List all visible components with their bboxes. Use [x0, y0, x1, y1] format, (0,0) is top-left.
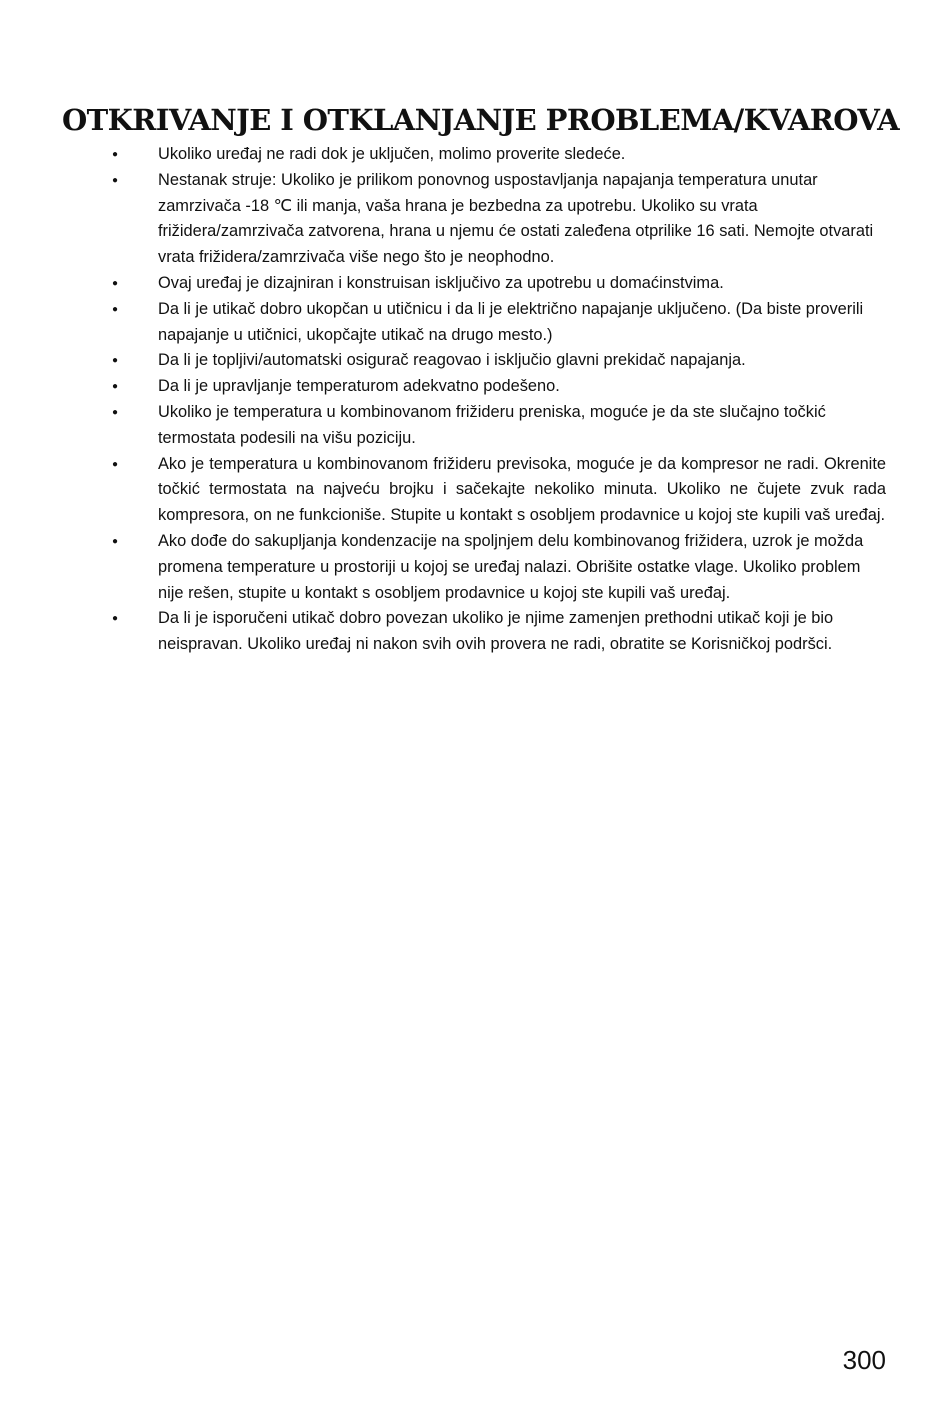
list-item-text: Ovaj uređaj je dizajniran i konstruisan isključivo za upotrebu u domaćinstvima.	[158, 273, 724, 292]
list-item	[0, 400, 950, 452]
bullet-icon: ●	[112, 613, 119, 625]
bullet-icon: ●	[112, 277, 119, 289]
bullet-icon: ●	[112, 381, 119, 393]
list-item-text: Ako dođe do sakupljanja kondenzacije na spoljnjem delu kombinovanog frižidera, uzrok je možda promena temperature u prostoriji u kojoj se uređaj nalazi. Obrišite ostatke vlage. Ukoliko problem nije rešen, stupite u kontakt s osobljem prodavnice u kojoj ste kupili vaš uređaj.	[158, 531, 864, 602]
list-item-text: Da li je topljivi/automatski osigurač reagovao i isključio glavni prekidač napajanja.	[158, 351, 746, 370]
list-item	[0, 374, 950, 400]
list-item	[0, 348, 950, 374]
list-item-text: Ukoliko je temperatura u kombinovanom frižideru preniska, moguće je da ste slučajno točkić termostata podesili na višu poziciju.	[158, 402, 826, 447]
troubleshooting-list	[0, 142, 950, 658]
list-item-text: Da li je upravljanje temperaturom adekvatno podešeno.	[158, 377, 560, 396]
list-item	[0, 606, 950, 658]
bullet-icon: ●	[112, 406, 119, 418]
list-item-text: Nestanak struje: Ukoliko je prilikom ponovnog uspostavljanja napajanja temperatura unutar zamrzivača -18 ℃ ili manja, vaša hrana je bezbedna za upotrebu. Ukoliko su vrata frižidera/zamrzivača zatvorena, hrana u njemu će ostati zaleđena otprilike 16 sati. Nemojte otvarati vrata frižidera/zamrzivača više nego što je neophodno.	[158, 170, 874, 267]
bullet-icon: ●	[112, 535, 119, 547]
page-title: OTKRIVANJE I OTKLANJANJE PROBLEMA/KVAROVA	[62, 103, 899, 137]
list-item	[0, 529, 950, 606]
list-item	[0, 142, 950, 168]
list-item	[0, 297, 950, 349]
list-item-text: Ako je temperatura u kombinovanom frižideru previsoka, moguće je da kompresor ne radi. Okrenite točkić termostata na najveću brojku i sačekajte nekoliko minuta. Ukoliko ne čujete zvuk rada kompresora, on ne funkcioniše. Stupite u kontakt s osobljem prodavnice u kojoj ste kupili vaš uređaj.	[158, 454, 886, 525]
list-item-text: Da li je utikač dobro ukopčan u utičnicu i da li je električno napajanje uključeno. (Da biste proverili napajanje u utičnici, ukopčajte utikač na drugo mesto.)	[158, 299, 864, 344]
list-item-text: Ukoliko uređaj ne radi dok je uključen, molimo proverite sledeće.	[158, 145, 626, 163]
page-number: 300	[842, 1345, 886, 1375]
bullet-icon: ●	[112, 174, 119, 186]
list-item	[0, 271, 950, 297]
bullet-icon: ●	[112, 458, 119, 470]
bullet-icon: ●	[112, 355, 119, 367]
list-item	[0, 168, 950, 271]
bullet-icon: ●	[112, 303, 119, 315]
list-item	[0, 452, 950, 529]
bullet-icon: ●	[112, 149, 119, 160]
list-item-text: Da li je isporučeni utikač dobro povezan ukoliko je njime zamenjen prethodni utikač koji je bio neispravan. Ukoliko uređaj ni nakon svih ovih provera ne radi, obratite se Korisničkoj podršci.	[158, 609, 834, 654]
